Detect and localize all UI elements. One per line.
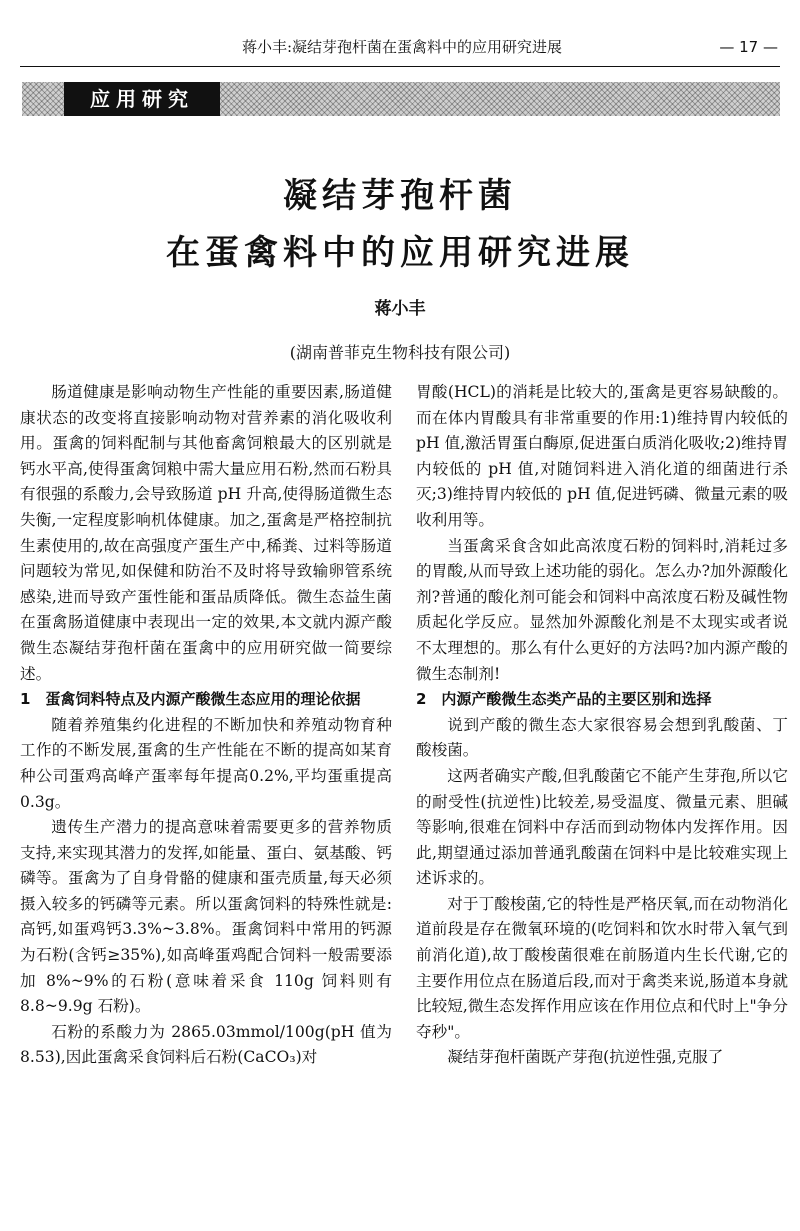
section-banner <box>22 82 780 116</box>
body-paragraph: 石粉的系酸力为 2865.03mmol/100g(pH 值为 8.53),因此蛋禽采食饲料后石粉(CaCO₃)对 <box>20 1022 392 1067</box>
author-name: 蒋小丰 <box>374 299 426 319</box>
body-paragraph: 说到产酸的微生态大家很容易会想到乳酸菌、丁酸梭菌。 <box>416 715 788 760</box>
running-title: 蒋小丰:凝结芽孢杆菌在蛋禽料中的应用研究进展 <box>242 38 563 56</box>
article-title-line-2: 在蛋禽料中的应用研究进展 <box>166 233 634 273</box>
left-column <box>20 380 392 1220</box>
section-heading-1: 1 蛋禽饲料特点及内源产酸微生态应用的理论依据 <box>20 690 361 709</box>
body-paragraph: 肠道健康是影响动物生产性能的重要因素,肠道健康状态的改变将直接影响动物对营养素的消化吸收利用。蛋禽的饲料配制与其他畜禽饲粮最大的区别就是钙水平高,使得蛋禽饲粮中需大量应用石粉,然而石粉具有很强的系酸力,会导致肠道 pH 升高,使得肠道微生态失衡,一定程度影响机体健康。加之,蛋禽是严格控制抗生素使用的,故在高强度产蛋生产中,稀粪、过料等肠道问题较为常见,如保健和防治不及时将导致输卵管系统感染,进而导致产蛋性能和蛋品质降低。微生态益生菌在蛋禽肠道健康中表现出一定的效果,本文就内源产酸微生态凝结芽孢杆菌在蛋禽中的应用研究做一简要综述。 <box>20 383 392 683</box>
page-number: — 17 — <box>719 38 778 56</box>
body-paragraph: 遗传生产潜力的提高意味着需要更多的营养物质支持,来实现其潜力的发挥,如能量、蛋白、氨基酸、钙磷等。蛋禽为了自身骨骼的健康和蛋壳质量,每天必须摄入较多的钙磷等元素。所以蛋禽饲料的特殊性就是:高钙,如蛋鸡钙3.3%~3.8%。蛋禽饲料中常用的钙源为石粉(含钙≥35%),如高峰蛋鸡配合饲料一般需要添加 8%~9%的石粉(意味着采食 110g 饲料则有 8.8~9.9g 石粉)。 <box>20 818 392 1016</box>
body-paragraph: 对于丁酸梭菌,它的特性是严格厌氧,而在动物消化道前段是存在微氧环境的(吃饲料和饮水时带入氧气到前消化道),故丁酸梭菌很难在前肠道内生长代谢,它的主要作用位点在肠道后段,而对于禽类来说,肠道本身就比较短,微生态发挥作用应该在作用位点和代时上"争分夺秒"。 <box>416 894 788 1041</box>
running-header <box>20 32 780 62</box>
body-paragraph: 当蛋禽采食含如此高浓度石粉的饲料时,消耗过多的胃酸,从而导致上述功能的弱化。怎么办?加外源酸化剂?普通的酸化剂可能会和饲料中高浓度石粉及碱性物质起化学反应。显然加外源酸化剂是不太现实或者说不太理想的。那么有什么更好的方法吗?加内源产酸的微生态制剂! <box>416 536 788 683</box>
article-title-line-1: 凝结芽孢杆菌 <box>283 176 517 216</box>
body-paragraph: 随着养殖集约化进程的不断加快和养殖动物育种工作的不断发展,蛋禽的生产性能在不断的提高如某育种公司蛋鸡高峰产蛋率每年提高0.2%,平均蛋重提高 0.3g。 <box>20 715 392 811</box>
body-paragraph: 凝结芽孢杆菌既产芽孢(抗逆性强,克服了 <box>447 1048 724 1067</box>
section-heading-2: 2 内源产酸微生态类产品的主要区别和选择 <box>416 690 712 709</box>
right-column <box>416 380 788 1220</box>
body-paragraph: 这两者确实产酸,但乳酸菌它不能产生芽孢,所以它的耐受性(抗逆性)比较差,易受温度、微量元素、胆碱等影响,很难在饲料中存活而到动物体内发挥作用。因此,期望通过添加普通乳酸菌在饲料中是比较难实现上述诉求的。 <box>416 766 788 888</box>
body-paragraph: 胃酸(HCL)的消耗是比较大的,蛋禽是更容易缺酸的。而在体内胃酸具有非常重要的作用:1)维持胃内较低的 pH 值,激活胃蛋白酶原,促进蛋白质消化吸收;2)维持胃内较低的 pH 值,对随饲料进入消化道的细菌进行杀灭;3)维持胃内较低的 pH 值,促进钙磷、微量元素的吸收利用等。 <box>416 383 788 529</box>
header-divider <box>20 66 780 67</box>
author-affiliation: (湖南普菲克生物科技有限公司) <box>289 343 511 362</box>
section-label: 应用研究 <box>64 82 220 116</box>
